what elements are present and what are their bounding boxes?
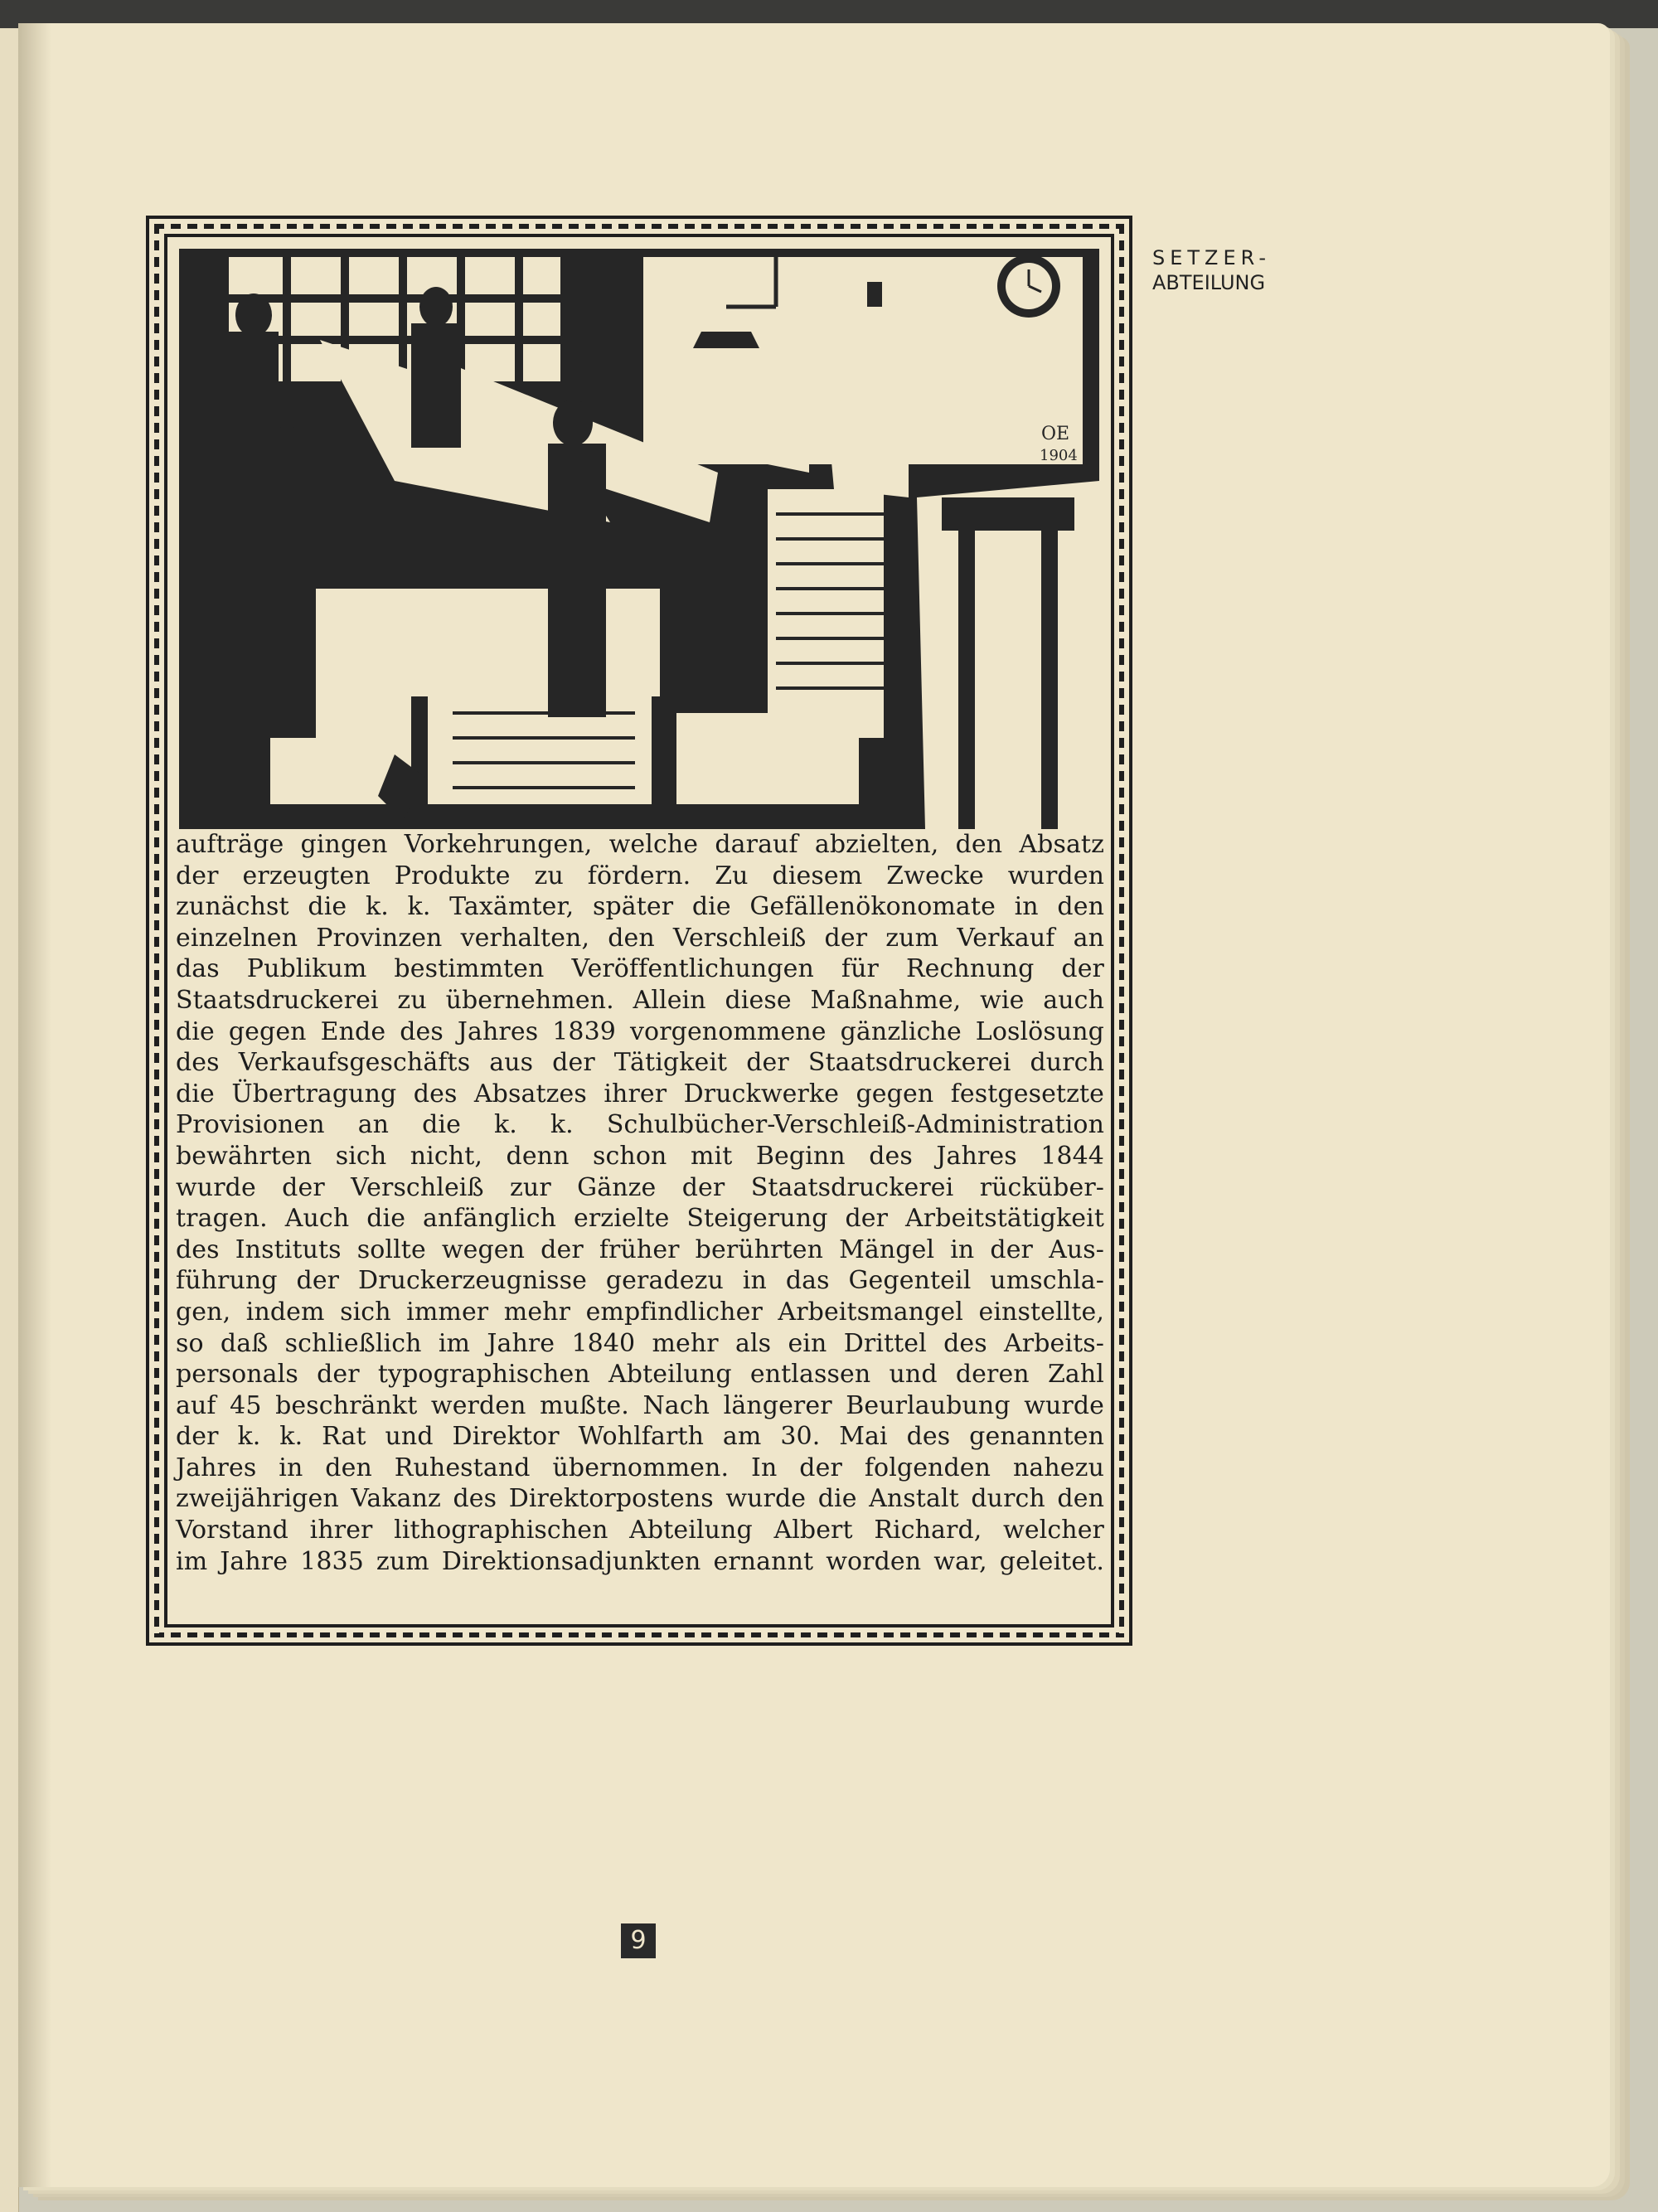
section-label xyxy=(1152,245,1271,295)
frame-checker-top xyxy=(154,224,1124,229)
text-line: Jahres in den Ruhestand übernommen. In der folgenden nahezu xyxy=(176,1453,1104,1482)
text-line: des Instituts sollte wegen der früher berührten Mängel in der Aus- xyxy=(176,1235,1104,1264)
text-line: Provisionen an die k. k. Schulbücher-Verschleiß-Administration xyxy=(176,1110,1104,1140)
artist-year: 1904 xyxy=(1040,447,1078,464)
frame-checker-bottom xyxy=(154,1632,1124,1637)
woodcut-illustration-typesetting-room xyxy=(179,249,1099,829)
text-line: gen, indem sich immer mehr empfindlicher Arbeitsmangel einstellte, xyxy=(176,1297,1104,1327)
text-line: zweijährigen Vakanz des Direktorpostens wurde die Anstalt durch den xyxy=(176,1484,1104,1514)
facing-page-edge xyxy=(0,28,19,2212)
text-line: tragen. Auch die anfänglich erzielte Steigerung der Arbeitstätigkeit xyxy=(176,1204,1104,1234)
gutter-shadow xyxy=(18,23,51,2187)
text-line: personals der typographischen Abteilung entlassen und deren Zahl xyxy=(176,1360,1104,1390)
frame-checker-left xyxy=(154,224,159,1637)
text-line: auf 45 beschränkt werden mußte. Nach längerer Beurlaubung wurde xyxy=(176,1390,1104,1420)
text-line: Vorstand ihrer lithographischen Abteilung Albert Richard, welcher xyxy=(176,1516,1104,1545)
text-line: zunächst die k. k. Taxämter, später die Gefällenökonomate in den xyxy=(176,892,1104,922)
text-line: wurde der Verschleiß zur Gänze der Staatsdruckerei rücküber- xyxy=(176,1172,1104,1202)
text-line: der k. k. Rat und Direktor Wohlfarth am 30. Mai des genannten xyxy=(176,1422,1104,1452)
text-line: das Publikum bestimmten Veröffentlichungen für Rechnung der xyxy=(176,954,1104,984)
text-line: bewährten sich nicht, denn schon mit Beginn des Jahres 1844 xyxy=(176,1141,1104,1171)
woodcut-artwork xyxy=(179,249,1099,829)
page-number: 9 xyxy=(621,1923,656,1958)
decorative-border-frame xyxy=(146,216,1132,1646)
frame-checker-right xyxy=(1119,224,1124,1637)
text-line: die Übertragung des Absatzes ihrer Druckwerke gegen festgesetzte xyxy=(176,1079,1104,1108)
section-label-line-2: ABTEILUNG xyxy=(1152,271,1266,294)
text-line: im Jahre 1835 zum Direktionsadjunkten ernannt worden war, geleitet. xyxy=(176,1546,1104,1576)
artist-monogram: OE xyxy=(1041,424,1070,444)
text-line: führung der Druckerzeugnisse geradezu in das Gegenteil umschla- xyxy=(176,1266,1104,1296)
body-text xyxy=(176,829,1104,1577)
text-line: einzelnen Provinzen verhalten, den Verschleiß der zum Verkauf an xyxy=(176,923,1104,953)
section-label-line-1: SETZER- xyxy=(1152,246,1272,269)
text-line: der erzeugten Produkte zu fördern. Zu diesem Zwecke wurden xyxy=(176,861,1104,890)
text-line: so daß schließlich im Jahre 1840 mehr als ein Drittel des Arbeits- xyxy=(176,1328,1104,1358)
text-line: des Verkaufsgeschäfts aus der Tätigkeit der Staatsdruckerei durch xyxy=(176,1048,1104,1078)
text-line: Staatsdruckerei zu übernehmen. Allein diese Maßnahme, wie auch xyxy=(176,985,1104,1015)
text-line: die gegen Ende des Jahres 1839 vorgenommene gänzliche Loslösung xyxy=(176,1016,1104,1046)
text-line: aufträge gingen Vorkehrungen, welche darauf abzielten, den Absatz xyxy=(176,830,1104,859)
